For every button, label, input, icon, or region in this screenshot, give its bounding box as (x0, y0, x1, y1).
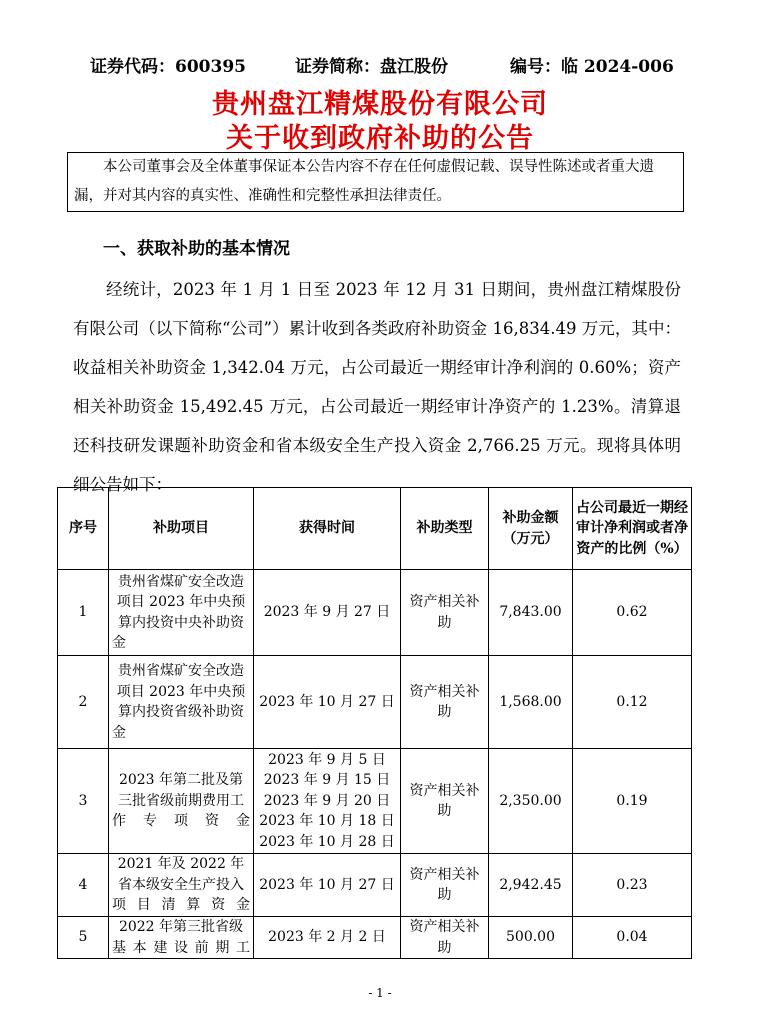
row-no: 4 (58, 854, 109, 917)
stock-abbreviation: 证券简称：盘江股份 (295, 57, 448, 77)
row-ratio: 0.12 (573, 656, 692, 749)
table-header-row (58, 488, 692, 570)
row-amount: 2,350.00 (489, 749, 573, 854)
document-header (0, 48, 760, 76)
row-date: 2023 年 10 月 28 日 (259, 833, 395, 850)
header-project: 补助项目 (109, 488, 254, 570)
row-time (254, 656, 401, 749)
row-time (254, 917, 401, 959)
announcement-number: 编号：临 2024-006 (510, 57, 674, 77)
row-amount: 7,843.00 (489, 570, 573, 656)
header-ratio: 占公司最近一期经审计净利润或者净资产的比例（%） (573, 488, 692, 570)
row-type: 资产相关补助 (401, 917, 489, 959)
row-ratio: 0.19 (573, 749, 692, 854)
row-project: 贵州省煤矿安全改造项目 2023 年中央预算内投资中央补助资金 (109, 570, 254, 656)
row-type: 资产相关补助 (401, 656, 489, 749)
row-ratio: 0.62 (573, 570, 692, 656)
row-no: 1 (58, 570, 109, 656)
row-no: 3 (58, 749, 109, 854)
row-date: 2023 年 9 月 5 日 (268, 751, 386, 768)
row-type: 资产相关补助 (401, 749, 489, 854)
subsidy-table (57, 487, 692, 959)
header-time: 获得时间 (254, 488, 401, 570)
row-no: 2 (58, 656, 109, 749)
page-number: - 1 - (368, 986, 392, 1000)
company-title: 贵州盘江精煤股份有限公司 (212, 89, 548, 120)
row-time (254, 854, 401, 917)
stock-code: 证券代码：600395 (90, 57, 246, 77)
table-row (58, 656, 692, 749)
table-row (58, 749, 692, 854)
table-row (58, 854, 692, 917)
row-time (254, 570, 401, 656)
row-project: 2023 年第二批及第三批省级前期费用工作专项资金 (109, 749, 254, 854)
header-amount: 补助金额（万元） (489, 488, 573, 570)
board-guarantee-notice: 本公司董事会及全体董事保证本公告内容不存在任何虚假记载、误导性陈述或者重大遗漏，并对其内容的真实性、准确性和完整性承担法律责任。 (67, 152, 684, 212)
row-date: 2023 年 10 月 27 日 (259, 876, 395, 893)
table-row (58, 570, 692, 656)
table-row (58, 917, 692, 959)
row-amount: 2,942.45 (489, 854, 573, 917)
row-date: 2023 年 9 月 15 日 (263, 772, 391, 789)
row-amount: 500.00 (489, 917, 573, 959)
row-type: 资产相关补助 (401, 854, 489, 917)
header-no: 序号 (58, 488, 109, 570)
row-amount: 1,568.00 (489, 656, 573, 749)
announcement-title: 关于收到政府补助的公告 (226, 123, 534, 154)
row-date: 2023 年 10 月 27 日 (259, 693, 395, 710)
section-heading: 一、获取补助的基本情况 (103, 239, 290, 259)
row-date: 2023 年 9 月 20 日 (263, 792, 391, 809)
header-type: 补助类型 (401, 488, 489, 570)
row-project: 贵州省煤矿安全改造项目 2023 年中央预算内投资省级补助资金 (109, 656, 254, 749)
row-no: 5 (58, 917, 109, 959)
row-date: 2023 年 2 月 2 日 (268, 929, 386, 946)
row-type: 资产相关补助 (401, 570, 489, 656)
row-ratio: 0.04 (573, 917, 692, 959)
row-time (254, 749, 401, 854)
row-project: 2021 年及 2022 年省本级安全生产投入项目清算资金 (109, 854, 254, 917)
summary-paragraph: 经统计，2023 年 1 月 1 日至 2023 年 12 月 31 日期间，贵州盘江精煤股份有限公司（以下简称“公司”）累计收到各类政府补助资金 16,834.49 万元，其中：收益相关补助资金 1,342.04 万元，占公司最近一期经审计净利润的 0.60%；资产相关补助资金 15,492.45 万元，占公司最近一期经审计净资产的 1.23%。清算退还科技研发课题补助资金和省本级安全生产投入资金 2,766.25 万元。现将具体明细公告如下： (73, 280, 681, 494)
row-date: 2023 年 9 月 27 日 (263, 604, 391, 621)
row-ratio: 0.23 (573, 854, 692, 917)
row-date: 2023 年 10 月 18 日 (259, 813, 395, 830)
row-project: 2022 年第三批省级基本建设前期工 (109, 917, 254, 959)
